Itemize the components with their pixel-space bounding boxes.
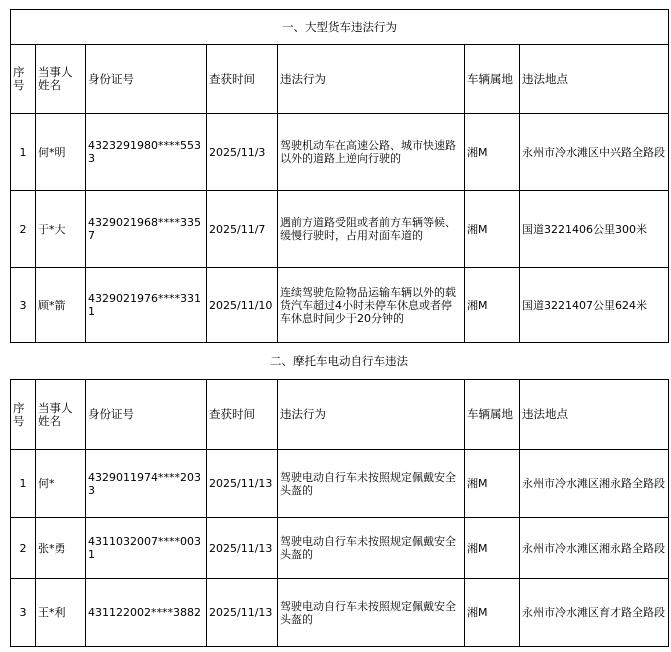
row-date: 2025/11/13 (207, 450, 278, 518)
header-no: 序号 (11, 45, 36, 114)
row-name: 王*利 (36, 579, 86, 647)
row-location: 国道3221407公里624米 (520, 268, 669, 343)
row-date: 2025/11/13 (207, 579, 278, 647)
header-name: 当事人姓名 (36, 380, 86, 450)
row-location: 永州市冷水滩区湘永路全路段 (520, 518, 669, 579)
row-violation: 遇前方道路受阻或者前方车辆等候、缓慢行驶时，占用对面车道的 (278, 191, 465, 268)
row-date: 2025/11/13 (207, 518, 278, 579)
row-date: 2025/11/7 (207, 191, 278, 268)
header-no: 序号 (11, 380, 36, 450)
header-row (11, 380, 669, 450)
row-no: 2 (11, 518, 36, 579)
row-no: 2 (11, 191, 36, 268)
row-plate: 湘M (465, 518, 520, 579)
row-no: 3 (11, 268, 36, 343)
section-title-row (11, 10, 669, 45)
row-no: 1 (11, 450, 36, 518)
violation-table-ebikes (10, 379, 669, 647)
header-id: 身份证号 (86, 380, 207, 450)
header-name: 当事人姓名 (36, 45, 86, 114)
row-violation: 驾驶电动自行车未按照规定佩戴安全头盔的 (278, 450, 465, 518)
row-plate: 湘M (465, 191, 520, 268)
row-date: 2025/11/3 (207, 114, 278, 191)
row-no: 1 (11, 114, 36, 191)
row-name: 顾*箭 (36, 268, 86, 343)
header-location: 违法地点 (520, 380, 669, 450)
row-violation: 连续驾驶危险物品运输车辆以外的载货汽车超过4小时未停车休息或者停车休息时间少于20分钟的 (278, 268, 465, 343)
header-violation: 违法行为 (278, 45, 465, 114)
table-row (11, 518, 669, 579)
section-title: 二、摩托车电动自行车违法 (270, 354, 408, 368)
row-plate: 湘M (465, 268, 520, 343)
row-violation: 驾驶机动车在高速公路、城市快速路以外的道路上逆向行驶的 (278, 114, 465, 191)
row-name: 何* (36, 450, 86, 518)
header-date: 查获时间 (207, 380, 278, 450)
row-id: 4311032007****0031 (86, 518, 207, 579)
section-title: 一、大型货车违法行为 (11, 10, 669, 45)
table-row (11, 268, 669, 343)
header-id: 身份证号 (86, 45, 207, 114)
row-id: 431122002****3882 (86, 579, 207, 647)
header-plate: 车辆属地 (465, 45, 520, 114)
row-id: 4329021976****3311 (86, 268, 207, 343)
row-date: 2025/11/10 (207, 268, 278, 343)
header-date: 查获时间 (207, 45, 278, 114)
table-row (11, 191, 669, 268)
table-row (11, 114, 669, 191)
row-location: 永州市冷水滩区湘永路全路段 (520, 450, 669, 518)
row-plate: 湘M (465, 450, 520, 518)
row-plate: 湘M (465, 114, 520, 191)
row-name: 于*大 (36, 191, 86, 268)
header-plate: 车辆属地 (465, 380, 520, 450)
table-row (11, 450, 669, 518)
header-row (11, 45, 669, 114)
table-row (11, 579, 669, 647)
row-location: 国道3221406公里300米 (520, 191, 669, 268)
row-name: 张*勇 (36, 518, 86, 579)
row-id: 4329021968****3357 (86, 191, 207, 268)
row-no: 3 (11, 579, 36, 647)
row-violation: 驾驶电动自行车未按照规定佩戴安全头盔的 (278, 579, 465, 647)
header-location: 违法地点 (520, 45, 669, 114)
header-violation: 违法行为 (278, 380, 465, 450)
row-violation: 驾驶电动自行车未按照规定佩戴安全头盔的 (278, 518, 465, 579)
row-id: 4329011974****2033 (86, 450, 207, 518)
row-location: 永州市冷水滩区中兴路全路段 (520, 114, 669, 191)
row-name: 何*明 (36, 114, 86, 191)
violation-table-trucks (10, 9, 669, 343)
row-plate: 湘M (465, 579, 520, 647)
row-location: 永州市冷水滩区育才路全路段 (520, 579, 669, 647)
row-id: 4323291980****5533 (86, 114, 207, 191)
